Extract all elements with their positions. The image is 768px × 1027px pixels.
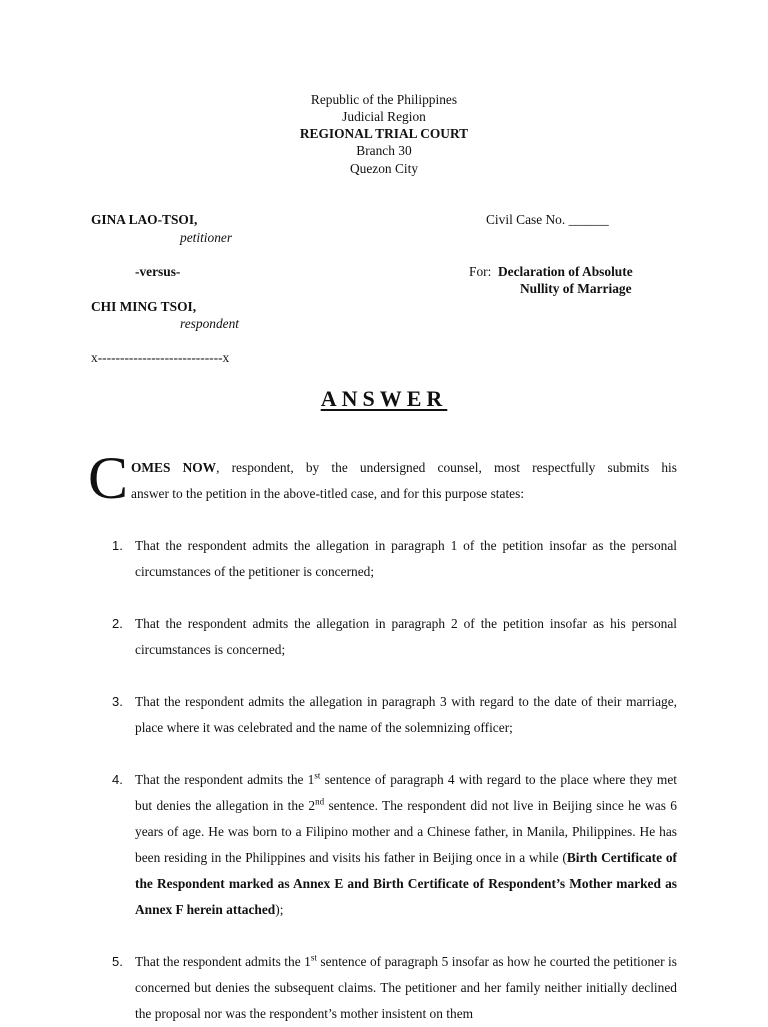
document-title xyxy=(0,386,768,412)
p4-sup-st: st xyxy=(314,770,321,781)
paragraph-4-text xyxy=(135,767,677,923)
p4-part-c: sentence. The respondent did not live in Beijing since he was 6 years of age. He was born to a Filipino mother and a Chinese father, in Manila, Philippines. He has been residing in the Philippines and visits his father in Beijing once in a while ( xyxy=(135,798,677,865)
paragraph-3-number: 3. xyxy=(112,694,123,709)
p5-part-a: That the respondent admits the 1 xyxy=(135,954,311,969)
intro-line-1 xyxy=(131,460,677,476)
paragraph-1-number: 1. xyxy=(112,538,123,553)
header-branch: Branch 30 xyxy=(356,143,412,158)
intro-line-2: answer to the petition in the above-titled case, and for this purpose states: xyxy=(131,486,525,501)
versus-label: -versus- xyxy=(135,264,181,279)
respondent-role: respondent xyxy=(180,316,240,331)
civil-case-number: Civil Case No. ______ xyxy=(486,212,609,227)
drop-cap: C xyxy=(88,445,129,511)
paragraph-2-text: That the respondent admits the allegation in paragraph 2 of the petition insofar as his personal circumstances is concerned; xyxy=(135,616,677,657)
p4-sup-nd: nd xyxy=(315,796,325,807)
for-label: For: xyxy=(469,264,492,279)
header-court: REGIONAL TRIAL COURT xyxy=(299,126,469,141)
comes-now-text: OMES NOW xyxy=(131,460,217,475)
caption-separator: x----------------------------x xyxy=(91,350,230,365)
paragraph-3-text: That the respondent admits the allegation in paragraph 3 with regard to the date of their marriage, place where it was celebrated and the name of the solemnizing officer; xyxy=(135,694,677,735)
petitioner-role: petitioner xyxy=(180,230,233,245)
p4-part-b: sentence of paragraph 4 with regard to the place where they met but denies the allegation in the 2 xyxy=(135,772,678,813)
paragraph-2-number: 2. xyxy=(112,616,123,631)
petitioner-name: GINA LAO-TSOI, xyxy=(91,212,198,227)
paragraph-1-text: That the respondent admits the allegation in paragraph 1 of the petition insofar as the personal circumstances of the petitioner is concerned; xyxy=(135,538,677,579)
p4-part-d: ); xyxy=(275,902,284,917)
respondent-name: CHI MING TSOI, xyxy=(91,299,197,314)
paragraph-4-number: 4. xyxy=(112,772,123,787)
header-city: Quezon City xyxy=(349,161,419,176)
header-judicial-region: Judicial Region xyxy=(342,109,426,124)
paragraph-5-number: 5. xyxy=(112,954,123,969)
p4-part-a: That the respondent admits the 1 xyxy=(135,772,315,787)
intro-line-1-rest: , respondent, by the undersigned counsel, most respectfully submits his xyxy=(216,460,677,475)
header-republic: Republic of the Philippines xyxy=(310,92,458,107)
title-text: ANSWER xyxy=(320,386,448,411)
for-line-2: Nullity of Marriage xyxy=(520,281,632,296)
p5-sup-st: st xyxy=(310,952,317,963)
p5-part-b: sentence of paragraph 5 insofar as how he courted the petitioner is concerned but denies the subsequent claims. The petitioner and her family neither initially declined the proposal nor was the respondent’s mother insistent on them xyxy=(135,954,677,1021)
p4-annex-reference: Birth Certificate of the Respondent marked as Annex E and Birth Certificate of Respondent’s Mother marked as Annex F herein attached xyxy=(135,850,677,917)
for-line-1: Declaration of Absolute xyxy=(498,264,633,279)
paragraph-5-text xyxy=(135,949,677,1027)
